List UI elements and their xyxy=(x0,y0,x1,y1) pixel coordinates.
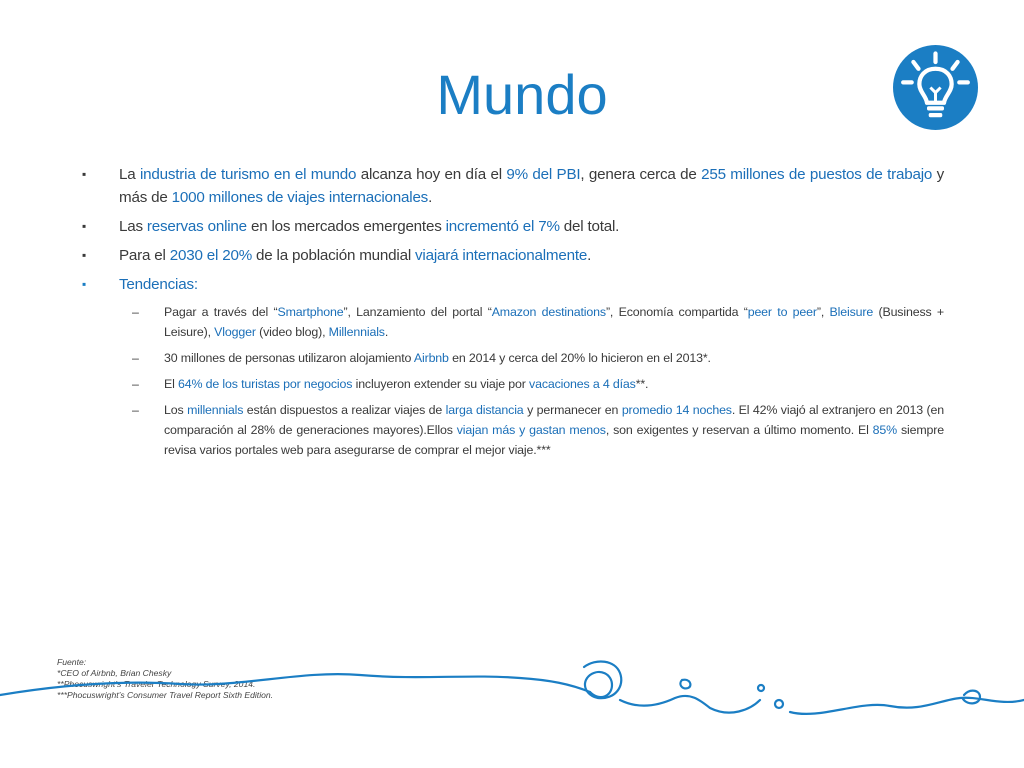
source-label: Fuente: xyxy=(57,657,87,667)
subbullets-item xyxy=(82,400,944,460)
highlighted-text: 85% xyxy=(872,423,898,437)
highlighted-text: viajará internacionalmente xyxy=(415,247,588,264)
highlighted-text: millennials xyxy=(187,403,244,417)
highlighted-text: 2030 el 20% xyxy=(169,247,252,264)
body-text: Las xyxy=(119,218,147,235)
body-text: , son exigentes y reservan a último momento. El xyxy=(605,423,873,437)
body-text: El xyxy=(164,377,179,391)
subbullets-marker: – xyxy=(132,377,139,391)
highlighted-text: industria de turismo en el mundo xyxy=(139,166,357,183)
body-text: ”, xyxy=(816,305,830,319)
body-text: están dispuestos a realizar viajes de xyxy=(243,403,446,417)
body-text: de la población mundial xyxy=(252,247,416,264)
highlighted-text: promedio 14 noches xyxy=(621,403,732,417)
body-text: 30 millones de personas utilizaron alojamiento xyxy=(164,351,414,365)
highlighted-text: vacaciones a 4 días xyxy=(529,377,636,391)
body-text: **. xyxy=(635,377,649,391)
highlighted-text: reservas online xyxy=(146,218,247,235)
bullets-item xyxy=(82,244,944,267)
source-line: *CEO of Airbnb, Brian Chesky xyxy=(57,668,172,678)
body-text: La xyxy=(119,166,140,183)
highlighted-text: Bleisure xyxy=(829,305,874,319)
body-text: . xyxy=(428,189,433,206)
highlighted-text: 9% del PBI xyxy=(506,166,581,183)
highlighted-text: Vlogger xyxy=(214,325,256,339)
body-text: en los mercados emergentes xyxy=(246,218,446,235)
body-text: alcanza hoy en día el xyxy=(356,166,507,183)
highlighted-text: viajan más y gastan menos xyxy=(456,423,606,437)
subbullets-item xyxy=(82,302,944,342)
bullets-marker: ▪ xyxy=(82,248,87,262)
body-text: Pagar a través del “ xyxy=(164,305,278,319)
subbullets-item xyxy=(82,348,944,368)
body-text: y más de xyxy=(119,166,945,206)
highlighted-text: Amazon destinations xyxy=(491,305,606,319)
bullets-marker: ▪ xyxy=(82,219,87,233)
body-text: Para el xyxy=(119,247,170,264)
body-text: . El 42% viajó al extranjero en 2013 (en comparación al 28% de generaciones mayores).Ellos xyxy=(164,403,944,437)
slide-body xyxy=(82,163,944,466)
highlighted-text: 255 millones de puestos de trabajo xyxy=(701,166,933,183)
body-text: , genera cerca de xyxy=(580,166,702,183)
subbullets-item xyxy=(82,374,944,394)
source-line: **Phocuswright’s Traveler Technology Survey, 2014. xyxy=(57,679,256,689)
source-line: ***Phocuswright’s Consumer Travel Report Sixth Edition. xyxy=(57,690,274,700)
body-text: Los xyxy=(164,403,188,417)
bullets-item xyxy=(82,273,944,296)
bullets-item xyxy=(82,163,944,209)
bullets-marker: ▪ xyxy=(82,277,87,291)
subbullets-marker: – xyxy=(132,403,139,417)
subbullets-marker: – xyxy=(132,305,139,319)
body-text: del total. xyxy=(559,218,620,235)
body-text: siempre revisa varios portales web para asegurarse de comprar el mejor viaje.*** xyxy=(164,423,945,457)
highlighted-text: peer to peer xyxy=(747,305,817,319)
body-text: (video blog), xyxy=(255,325,329,339)
highlighted-text: incrementó el 7% xyxy=(445,218,560,235)
highlighted-text: Airbnb xyxy=(413,351,449,365)
highlighted-text: Tendencias: xyxy=(119,276,198,293)
slide-title: Mundo xyxy=(436,63,608,126)
lightbulb-icon xyxy=(893,45,978,130)
body-text: incluyeron extender su viaje por xyxy=(352,377,530,391)
highlighted-text: Millennials xyxy=(328,325,385,339)
body-text: y permanecer en xyxy=(523,403,622,417)
highlighted-text: larga distancia xyxy=(445,403,524,417)
highlighted-text: 64% de los turistas por negocios xyxy=(178,377,353,391)
body-text: . xyxy=(384,325,389,339)
bullets-marker: ▪ xyxy=(82,167,87,181)
body-text: en 2014 y cerca del 20% lo hicieron en el 2013*. xyxy=(448,351,711,365)
highlighted-text: Smartphone xyxy=(277,305,344,319)
bullets-item xyxy=(82,215,944,238)
body-text: (Business + Leisure), xyxy=(164,305,944,339)
subbullets-marker: – xyxy=(132,351,139,365)
body-text: ”, Lanzamiento del portal “ xyxy=(343,305,492,319)
highlighted-text: 1000 millones de viajes internacionales xyxy=(171,189,429,206)
body-text: ”, Economía compartida “ xyxy=(605,305,748,319)
body-text: . xyxy=(587,247,592,264)
decorative-swirl-line xyxy=(0,640,1024,768)
